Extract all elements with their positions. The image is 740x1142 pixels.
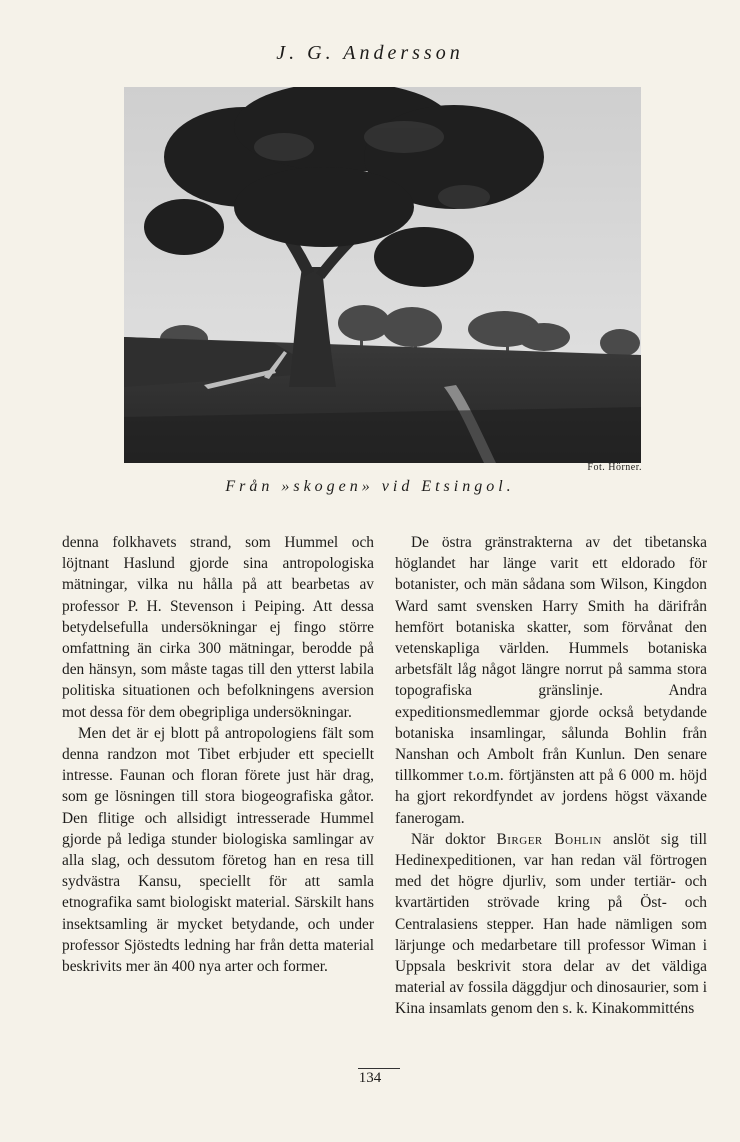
left-paragraph-2: Men det är ej blott på antropologiens fält som denna randzon mot Tibet erbjuder ett speciellt intresse. Faunan och floran förete just här drag, som ge lösningen till stora biogeografiska gåtor. Den flitige och allsidigt intresserade Hummel gjorde på lediga stunder biologiska samlingar av alla slag, och dessutom företog han en resa till sydvästra Kansu, speciellt för att samla etnografika samt biologiskt material. Särskilt hans insektsamling är mycket betydande, och under professor Sjöstedts ledning har från detta material beskrivits mer än 400 nya arter och former.: [62, 724, 374, 976]
figure-photo: [124, 87, 641, 463]
left-column: [62, 532, 374, 977]
paragraph-text-before-name: När doktor: [411, 830, 497, 848]
tree-photo-image: [124, 87, 641, 463]
person-name: Birger Bohlin: [496, 830, 602, 848]
right-paragraph-2: [395, 829, 707, 1020]
folio-rule: [358, 1068, 400, 1069]
left-paragraph-1: denna folkhavets strand, som Hummel och löjtnant Haslund gjorde sina antropologiska mätningar, vilka nu hålla på att bearbetas av professor P. H. Stevenson i Peiping. Att dessa betydelsefulla undersökningar ej fingo större omfattning än cirka 300 mätningar, berodde på den hänsyn, som måste tagas till den ytterst labila politiska situationen och befolkningens aversion mot dessa för dem obegripliga undersökningar.: [62, 534, 374, 721]
running-head: J. G. Andersson: [276, 42, 464, 64]
right-column: [395, 532, 707, 1020]
paragraph-text-after-name: anslöt sig till Hedinexpeditionen, var han redan väl förtrogen med det högre djurliv, som under tertiär- och kvartärtiden strövade kring på Öst- och Centralasiens stepper. Han hade nämligen som lärjunge och medarbetare till professor Wiman i Uppsala beskrivit stora delar av det väldiga material av fossila däggdjur och dinosaurier, som i Kina insamlats genom den s. k. Kinakommitténs: [395, 830, 708, 1018]
figure-caption: Från »skogen» vid Etsingol.: [225, 478, 515, 495]
right-paragraph-1: De östra gränstrakterna av det tibetanska höglandet har länge varit ett eldorado för botanister, och män sådana som Wilson, Kingdon Ward samt svensken Harry Smith ha därifrån hemfört botaniska skatter, som förvånat den vetenskapliga världen. Hummels botaniska arbetsfält låg något längre norrut på samma stora topografiska gränslinje. Andra expeditionsmedlemmar gjorde också betydande botaniska insamlingar, sålunda Bohlin från Nanshan och Ambolt från Kunlun. Den senare tillkommer t.o.m. förtjänsten att på 6 000 m. höjd ha gjort rekordfyndet av jordens högst växande fanerogam.: [395, 534, 707, 827]
photo-credit: Fot. Hörner.: [587, 462, 642, 473]
page-number: 134: [358, 1070, 382, 1086]
